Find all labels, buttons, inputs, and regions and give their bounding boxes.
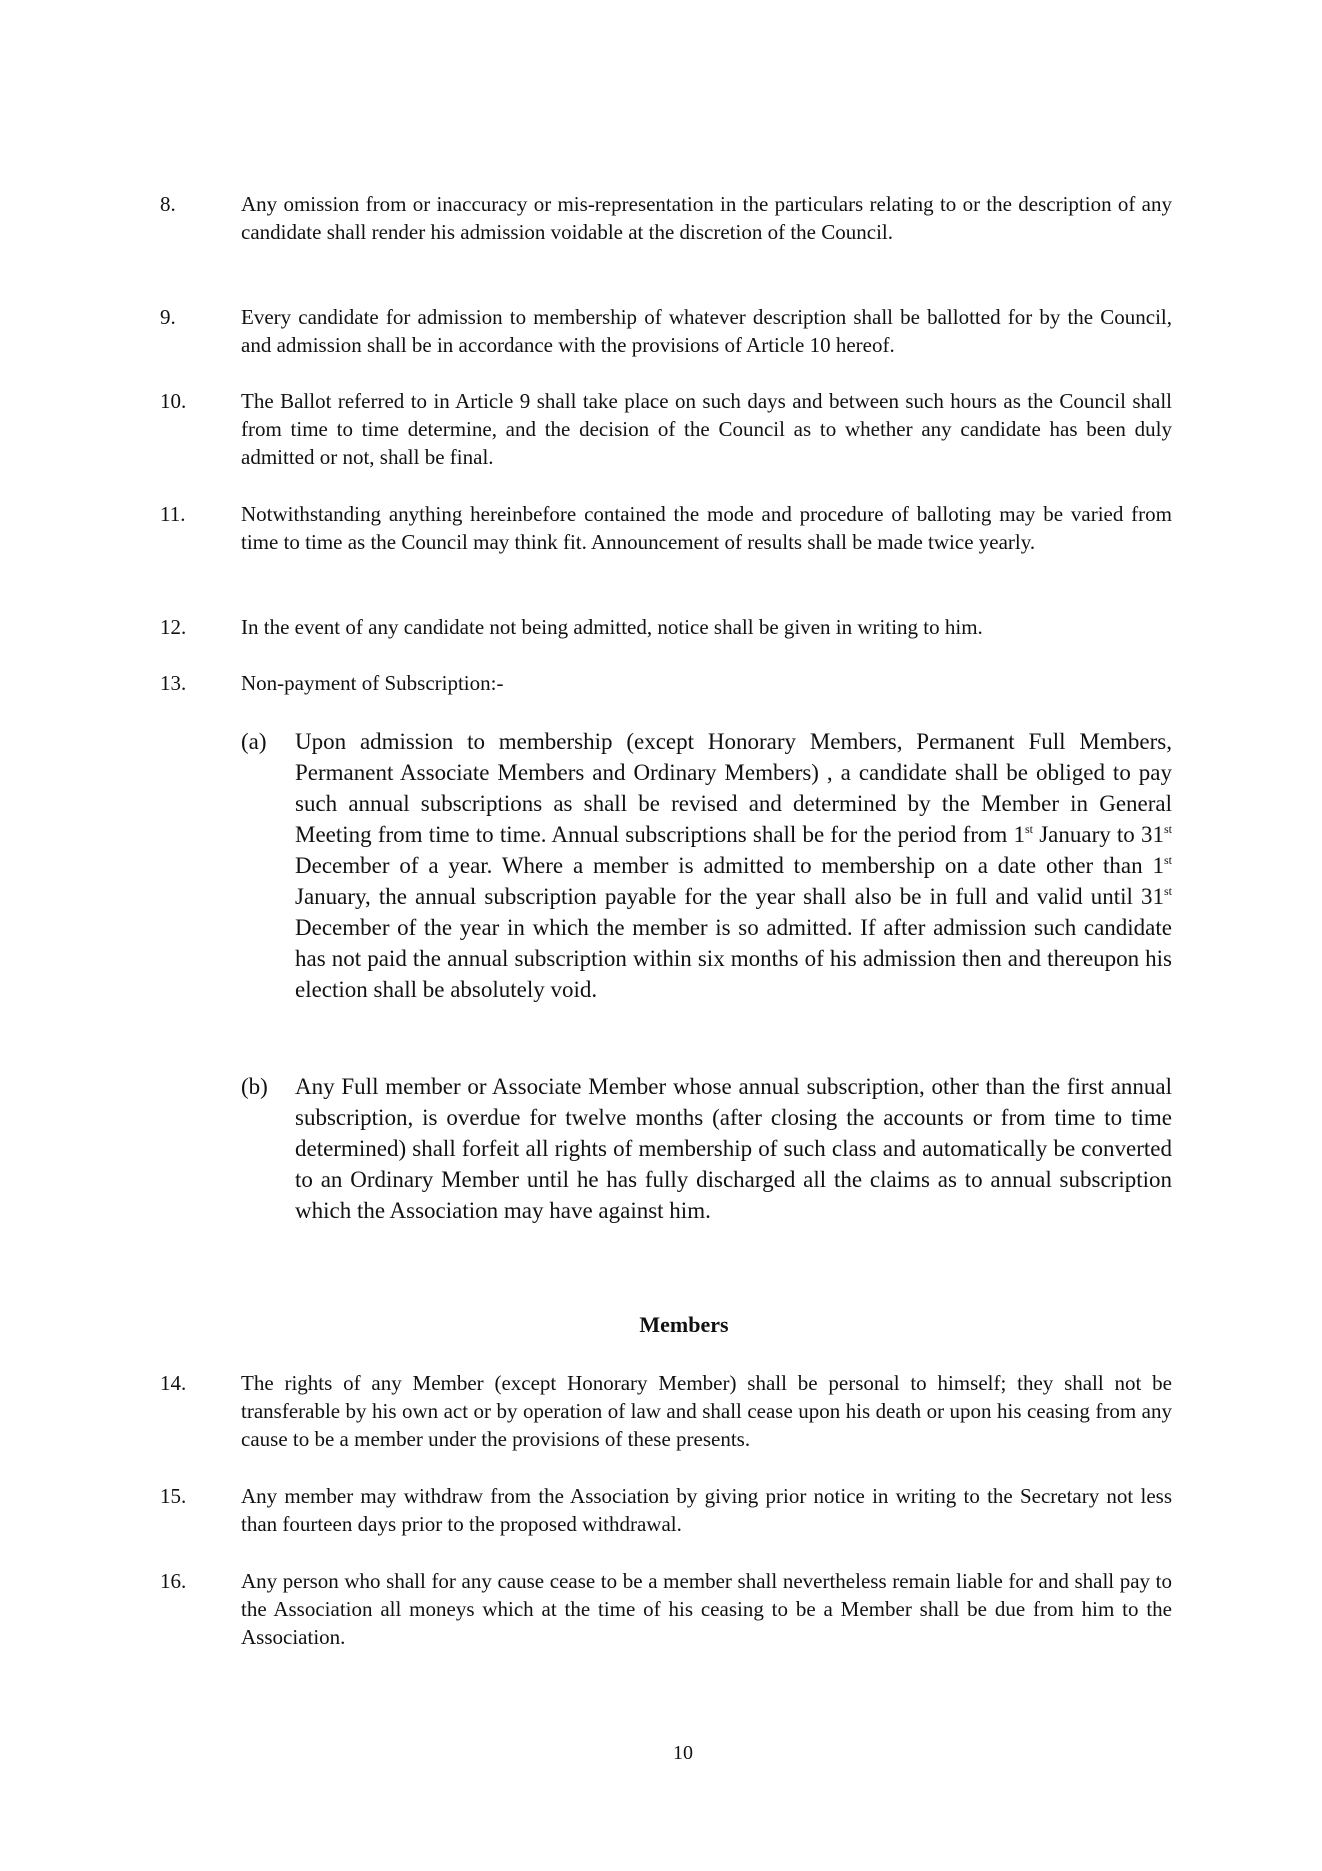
ordinal-suffix: st — [1025, 822, 1034, 836]
article-16 — [160, 1567, 1172, 1651]
article-number: 12. — [160, 615, 187, 639]
ordinal-suffix: st — [1163, 853, 1172, 867]
section-heading: Members — [639, 1312, 729, 1337]
ordinal-suffix: st — [1163, 822, 1172, 836]
article-text: In the event of any candidate not being admitted, notice shall be given in writing to him. — [241, 615, 983, 639]
article-12 — [160, 613, 1172, 641]
subclause-text: Any Full member or Associate Member whose annual subscription, other than the first annual subscription, is overdue for twelve months (after closing the accounts or from time to time determined) shall forfeit all rights of membership of such class and automatically be converted to an Ordinary Member until he has fully discharged all the claims as to annual subscription which the Association may have against him. — [295, 1074, 1172, 1223]
article-13 — [160, 669, 1172, 697]
article-number: 9. — [160, 305, 176, 329]
article-number: 10. — [160, 389, 187, 413]
article-number: 8. — [160, 192, 176, 216]
article-9 — [160, 303, 1172, 359]
subclause-a — [241, 726, 1172, 1005]
article-number: 13. — [160, 671, 187, 695]
article-15 — [160, 1482, 1172, 1538]
article-text: Non-payment of Subscription:- — [241, 671, 504, 695]
article-10 — [160, 387, 1172, 471]
article-number: 16. — [160, 1569, 187, 1593]
article-text: Notwithstanding anything hereinbefore contained the mode and procedure of balloting may be varied from time to time as the Council may think fit. Announcement of results shall be made twice yearly. — [241, 502, 1172, 554]
article-text: Any member may withdraw from the Association by giving prior notice in writing to the Secretary not less than fourteen days prior to the proposed withdrawal. — [241, 1484, 1172, 1536]
article-8 — [160, 190, 1172, 246]
article-number: 15. — [160, 1484, 187, 1508]
ordinal-suffix: st — [1163, 884, 1172, 898]
article-text: Every candidate for admission to membership of whatever description shall be ballotted for by the Council, and admission shall be in accordance with the provisions of Article 10 hereof. — [241, 305, 1172, 357]
article-text: The rights of any Member (except Honorary Member) shall be personal to himself; they shall not be transferable by his own act or by operation of law and shall cease upon his death or upon his ceasing from any cause to be a member under the provisions of these presents. — [241, 1371, 1172, 1451]
article-text: Any person who shall for any cause cease to be a member shall nevertheless remain liable for and shall pay to the Association all moneys which at the time of his ceasing to be a Member shall be due from him to the Association. — [241, 1569, 1172, 1649]
article-text: The Ballot referred to in Article 9 shall take place on such days and between such hours as the Council shall from time to time determine, and the decision of the Council as to whether any candidate has been duly admitted or not, shall be final. — [241, 389, 1172, 469]
article-number: 11. — [160, 502, 186, 526]
article-11 — [160, 500, 1172, 556]
page-number: 10 — [673, 1742, 693, 1764]
subclause-b — [241, 1071, 1172, 1226]
article-text: Any omission from or inaccuracy or mis-representation in the particulars relating to or the description of any candidate shall render his admission voidable at the discretion of the Council. — [241, 192, 1172, 244]
subclause-label: (a) — [241, 729, 267, 754]
subclause-text: Upon admission to membership (except Honorary Members, Permanent Full Members, Permanent Associate Members and Ordinary Members) , a candidate shall be obliged to pay such annual subscriptions as shall be revised and determined by the Member in General Meeting from time to time. Annual subscriptions shall be for the period from 1st January to 31st December of a year. Where a member is admitted to membership on a date other than 1st January, the annual subscription payable for the year shall also be in full and valid until 31st December of the year in which the member is so admitted. If after admission such candidate has not paid the annual subscription within six months of his admission then and thereupon his election shall be absolutely void. — [295, 729, 1172, 1002]
subclause-label: (b) — [241, 1074, 268, 1099]
article-14 — [160, 1369, 1172, 1453]
article-number: 14. — [160, 1371, 187, 1395]
